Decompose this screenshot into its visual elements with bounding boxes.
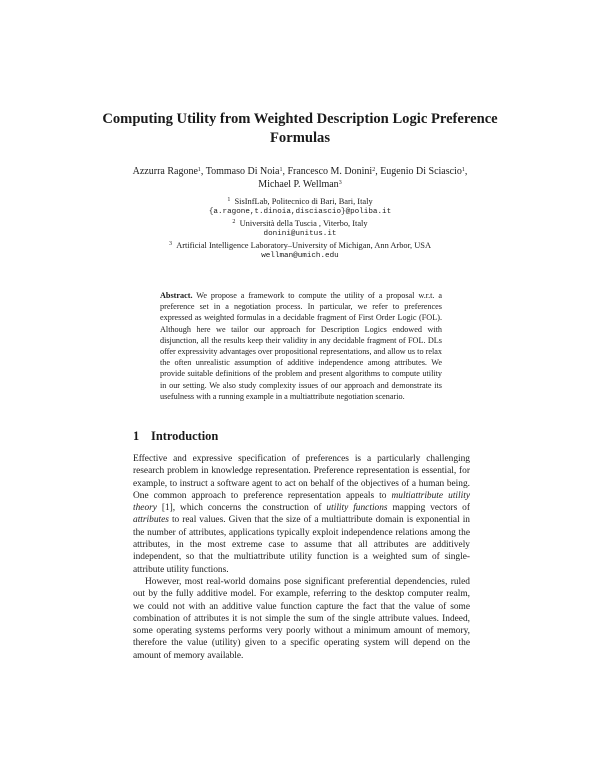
author: [380, 166, 467, 177]
author-name: Francesco M. Donini: [287, 166, 373, 177]
emphasized-text: utility functions: [326, 503, 388, 514]
affiliation-mark: 3: [169, 241, 172, 247]
affiliation-mark: 1: [461, 167, 465, 173]
section-number: 1: [133, 429, 140, 443]
abstract-text: We propose a framework to compute the utility of a proposal w.r.t. a preference set in a negotiation process. In particular, we refer to preferences expressed as weighted formulas in a decidable fragment of First Order Logic (FOL). Although here we tailor our approach for Description Logics endowed with disjunction, all the results keep their validity in any decidable fragment of FOL. DLs offer expressivity advantages over propositional representations, and allow us to relax the often unrealistic assumption of additive independence among attributes. We provide suitable definitions of the problem and present algorithms to compute utility in our setting. We also study complexity issues of our approach and demonstrate its usefulness with a running example in a multiattribute negotiation scenario.: [160, 291, 442, 401]
affiliation: [140, 218, 460, 229]
author: [258, 179, 341, 190]
author-list: [120, 165, 480, 191]
paragraph-text: mapping vectors of: [387, 503, 470, 514]
affiliation-text: Artificial Intelligence Laboratory–University of Michigan, Ann Arbor, USA: [176, 241, 431, 250]
affiliation-mark: 1: [279, 167, 283, 173]
author-separator: ,: [464, 166, 468, 177]
section-body: [133, 453, 470, 662]
author-separator: ,: [375, 166, 381, 177]
paragraph-text: However, most real-world domains pose significant preferential dependencies, ruled out by the fully additive model. For example, referring to the desktop computer realm, we could not with an additive value function capture the fact that the value of some combination of attributes it is not simple the sum of the single attribute values. Indeed, some operating systems performs very poorly without a minimum amount of memory, therefore the value (utility) given to a specific operating system will depend on the amount of memory available.: [133, 576, 470, 661]
affiliation-email: wellman@umich.edu: [261, 252, 339, 260]
author-name: Michael P. Wellman: [258, 179, 339, 190]
author: [133, 166, 206, 177]
affiliation-mark: 1: [227, 197, 231, 203]
affiliation-text: Università della Tuscia , Viterbo, Italy: [239, 219, 368, 228]
affiliation-mark: 3: [338, 180, 342, 186]
affiliation: [140, 240, 460, 251]
affiliation: [140, 196, 460, 207]
section-heading: [133, 428, 473, 444]
section-title: Introduction: [151, 429, 219, 443]
abstract: [160, 290, 442, 402]
emphasized-text: multiattribute utility theory: [133, 490, 470, 514]
paragraph-text: Effective and expressive specification of preferences is a particularly challenging research problem in knowledge representation. Preference representation is essential, for example, to instruct a software agent to act on behalf of the objectives of a human being. One common approach to preference representation appeals to: [133, 454, 470, 501]
author-separator: ,: [282, 166, 288, 177]
author-separator: ,: [200, 166, 206, 177]
author: [206, 166, 288, 177]
affiliation-email: {a.ragone,t.dinoia,disciascio}@poliba.it: [208, 208, 392, 216]
paper-title: Computing Utility from Weighted Description Logic Preference Formulas: [102, 111, 498, 146]
body-paragraph: [133, 576, 470, 662]
affiliation-list: [140, 196, 460, 262]
abstract-label: Abstract.: [160, 291, 193, 300]
affiliation-mark: 2: [232, 219, 236, 225]
affiliation-email: donini@unitus.it: [263, 230, 337, 238]
emphasized-text: attributes: [133, 515, 169, 526]
affiliation-mark: 1: [197, 167, 201, 173]
paragraph-text: [1], which concerns the construction of: [156, 503, 327, 514]
paragraph-text: to real values. Given that the size of a multiattribute domain is exponential in the number of attributes, applications typically exploit independence relations among the attributes, in the most extreme case to assume that all attributes are additively independent, so that the multiattribute utility function is a weighted sum of single-attribute utility functions.: [133, 515, 470, 575]
author: [287, 166, 380, 177]
affiliation-mark: 2: [372, 167, 376, 173]
affiliation-text: SisInfLab, Politecnico di Bari, Bari, Italy: [234, 197, 373, 206]
body-paragraph: [133, 453, 470, 576]
author-name: Tommaso Di Noia: [205, 166, 280, 177]
author-name: Eugenio Di Sciascio: [380, 166, 462, 177]
author-name: Azzurra Ragone: [132, 166, 198, 177]
